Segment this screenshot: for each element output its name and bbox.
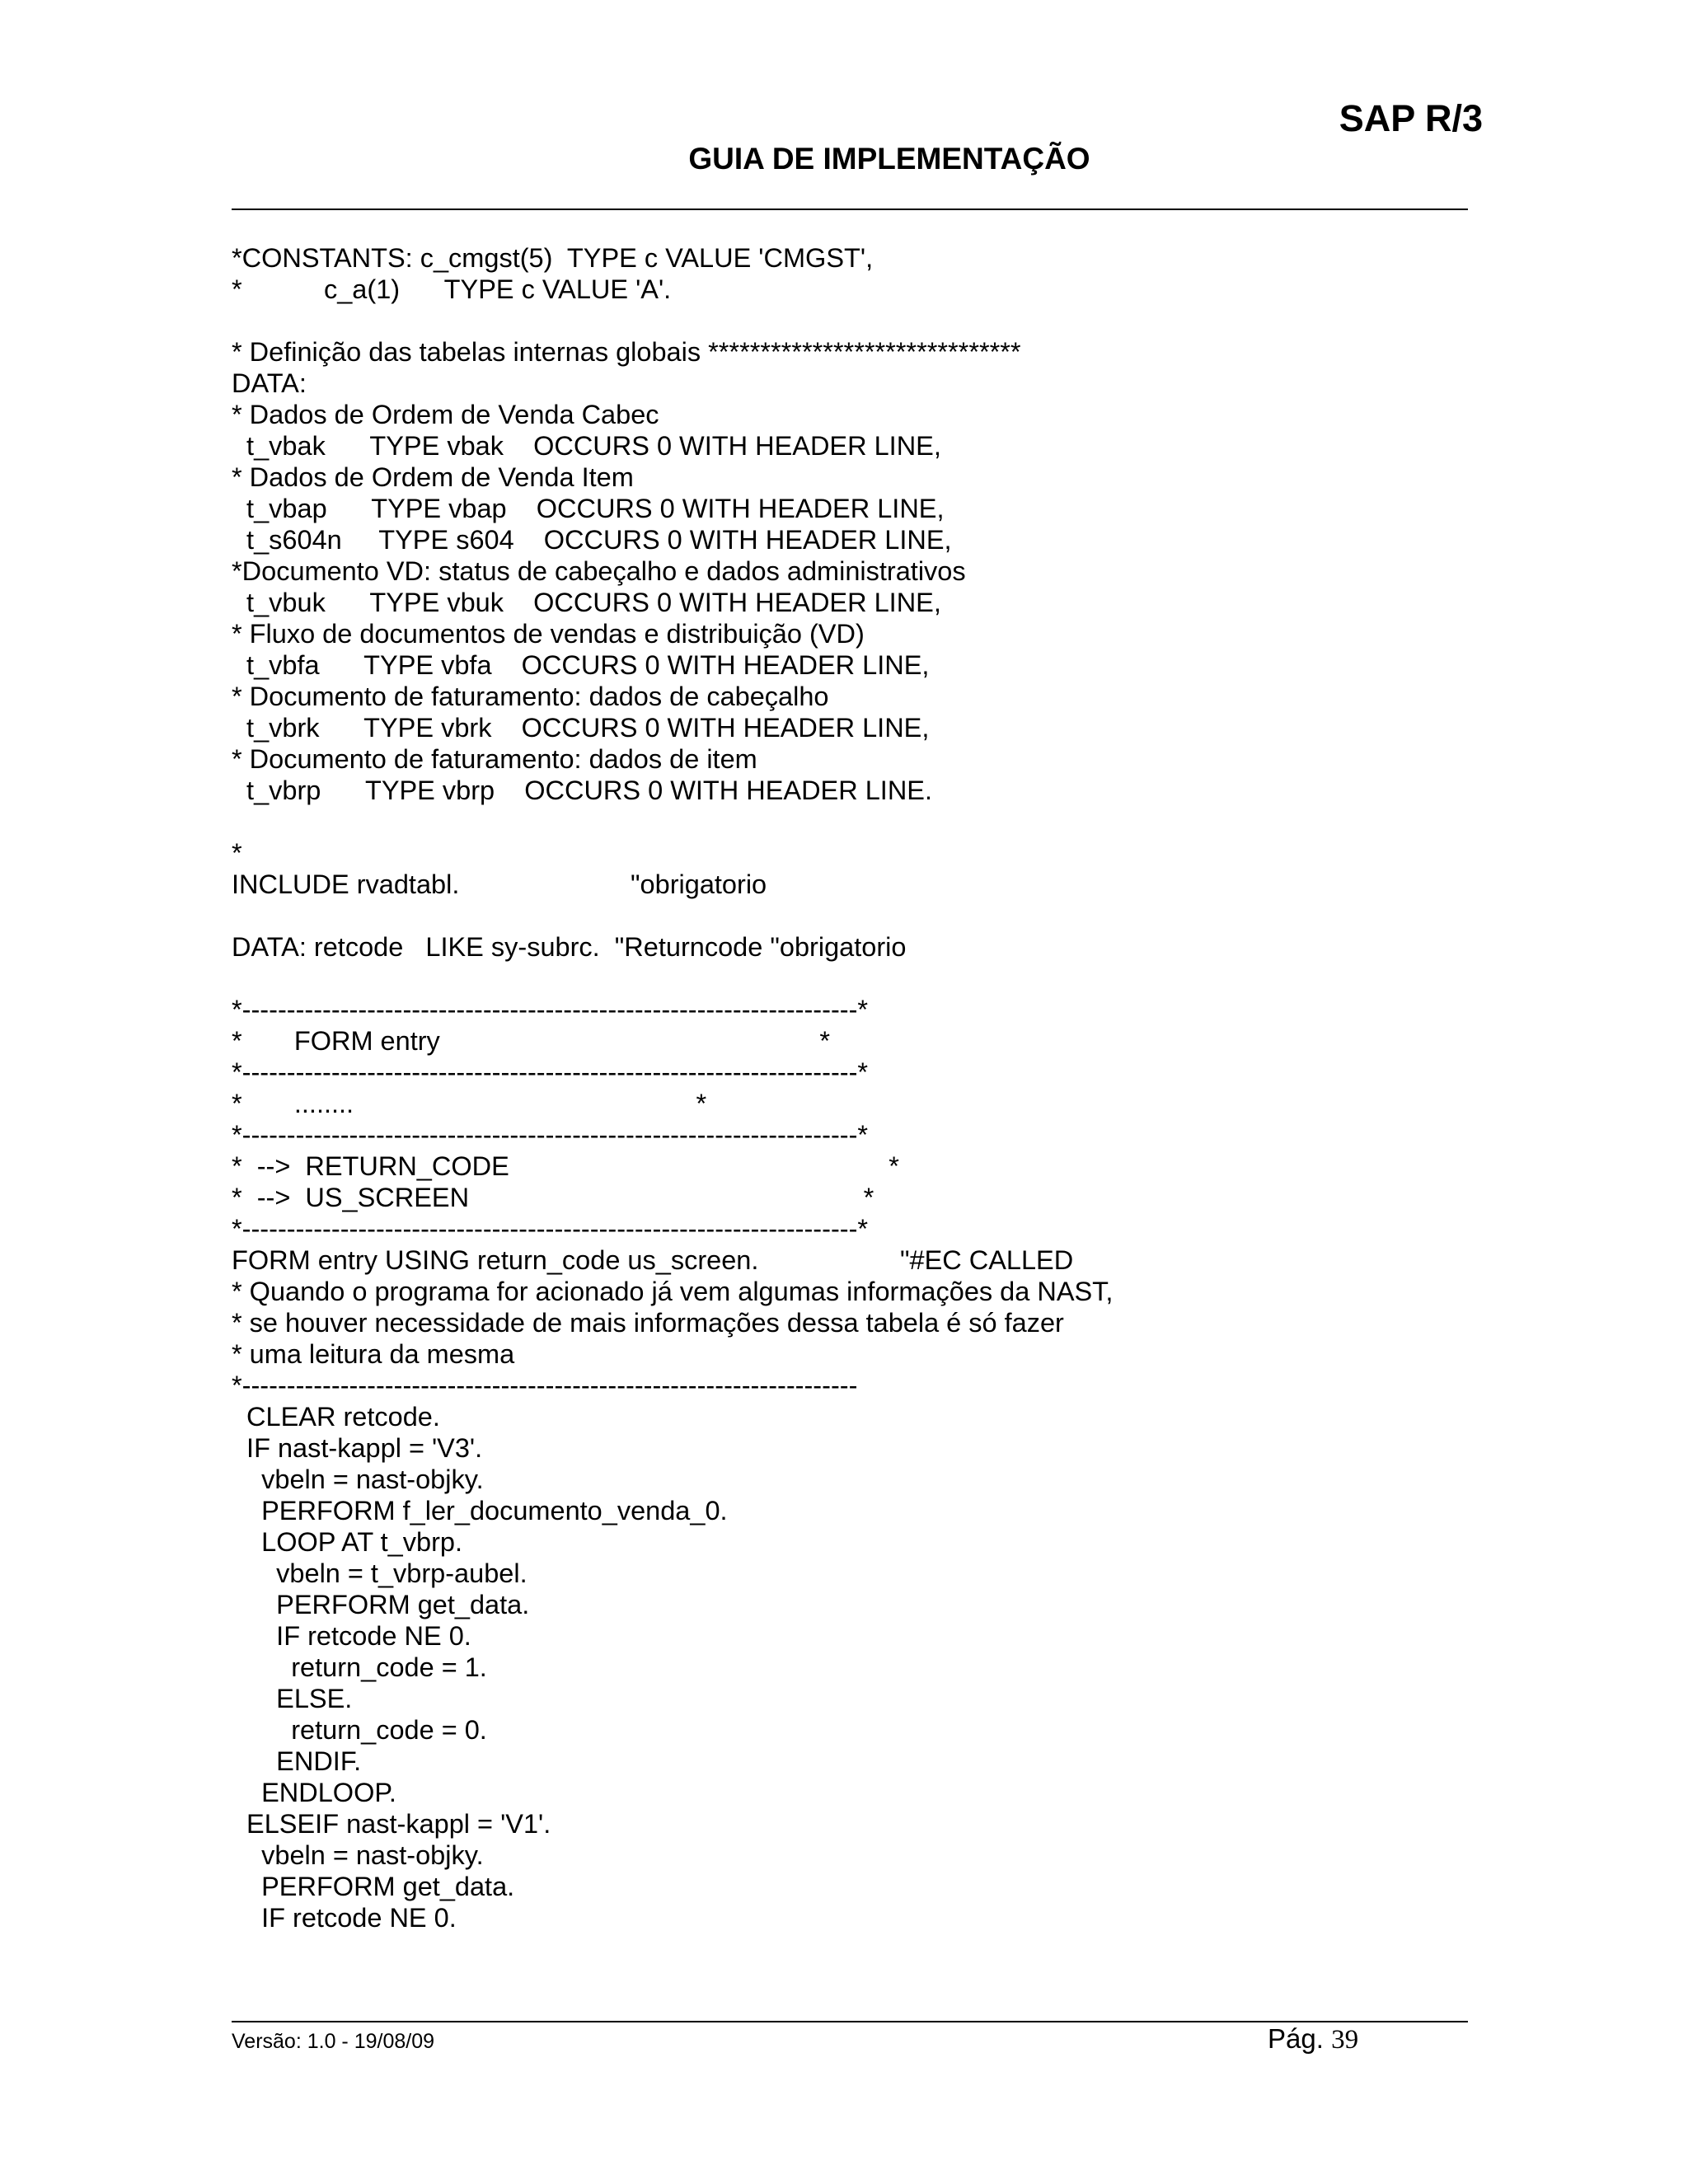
code-line: return_code = 1. xyxy=(232,1652,487,1682)
code-line: t_vbap TYPE vbap OCCURS 0 WITH HEADER LINE, xyxy=(232,494,945,523)
code-line: *CONSTANTS: c_cmgst(5) TYPE c VALUE 'CMGST', xyxy=(232,243,874,273)
code-line: t_vbak TYPE vbak OCCURS 0 WITH HEADER LINE, xyxy=(232,431,941,461)
code-line: IF nast-kappl = 'V3'. xyxy=(232,1433,483,1463)
page-label: Pág. xyxy=(1268,2023,1324,2054)
code-listing xyxy=(232,242,1468,1933)
code-line: t_s604n TYPE s604 OCCURS 0 WITH HEADER LINE, xyxy=(232,525,952,555)
code-line: LOOP AT t_vbrp. xyxy=(232,1527,462,1557)
code-line: ELSE. xyxy=(232,1684,353,1713)
code-line: *---------------------------------------------------------------------* xyxy=(232,995,869,1024)
code-line: vbeln = t_vbrp-aubel. xyxy=(232,1558,528,1588)
document-title: GUIA DE IMPLEMENTAÇÃO xyxy=(688,142,1090,176)
code-line: * Quando o programa for acionado já vem algumas informações da NAST, xyxy=(232,1277,1114,1306)
code-line: t_vbrk TYPE vbrk OCCURS 0 WITH HEADER LINE, xyxy=(232,713,930,743)
code-line: PERFORM get_data. xyxy=(232,1872,515,1901)
code-line: * --> US_SCREEN * xyxy=(232,1183,874,1212)
code-line: ELSEIF nast-kappl = 'V1'. xyxy=(232,1809,551,1839)
code-line: PERFORM get_data. xyxy=(232,1590,530,1619)
code-line: PERFORM f_ler_documento_venda_0. xyxy=(232,1496,728,1526)
code-line: * ........ * xyxy=(232,1089,707,1118)
code-line: * FORM entry * xyxy=(232,1026,830,1056)
footer-version: Versão: 1.0 - 19/08/09 xyxy=(232,2030,435,2053)
code-line: *---------------------------------------------------------------------* xyxy=(232,1120,869,1150)
code-line: * Documento de faturamento: dados de cabeçalho xyxy=(232,682,829,711)
code-line: *---------------------------------------------------------------------* xyxy=(232,1214,869,1244)
code-line xyxy=(232,900,1468,931)
code-line: t_vbrp TYPE vbrp OCCURS 0 WITH HEADER LINE. xyxy=(232,776,933,805)
code-line: IF retcode NE 0. xyxy=(232,1903,457,1933)
code-line: * Documento de faturamento: dados de item xyxy=(232,744,757,774)
code-line: ENDLOOP. xyxy=(232,1778,396,1807)
code-line: *Documento VD: status de cabeçalho e dados administrativos xyxy=(232,556,966,586)
code-line: * Dados de Ordem de Venda Item xyxy=(232,462,634,492)
code-line: vbeln = nast-objky. xyxy=(232,1840,484,1870)
code-line: * Definição das tabelas internas globais ****************************** xyxy=(232,337,1021,367)
code-line: * xyxy=(232,838,242,868)
code-line: ENDIF. xyxy=(232,1746,362,1776)
code-line: * uma leitura da mesma xyxy=(232,1339,515,1369)
code-line: *---------------------------------------------------------------------* xyxy=(232,1057,869,1087)
code-line: *--------------------------------------------------------------------- xyxy=(232,1371,858,1400)
code-line: IF retcode NE 0. xyxy=(232,1621,471,1651)
footer-page xyxy=(1268,2023,1358,2055)
code-line: * c_a(1) TYPE c VALUE 'A'. xyxy=(232,274,672,304)
code-line: DATA: xyxy=(232,368,307,398)
code-line: * Fluxo de documentos de vendas e distribuição (VD) xyxy=(232,619,865,649)
code-line: return_code = 0. xyxy=(232,1715,487,1745)
code-line: DATA: retcode LIKE sy-subrc. "Returncode "obrigatorio xyxy=(232,932,907,962)
footer-rule xyxy=(232,2021,1468,2022)
code-line: t_vbuk TYPE vbuk OCCURS 0 WITH HEADER LINE, xyxy=(232,588,941,617)
code-line xyxy=(232,806,1468,837)
code-line xyxy=(232,963,1468,994)
brand-label: SAP R/3 xyxy=(1339,97,1483,139)
code-line: * Dados de Ordem de Venda Cabec xyxy=(232,400,659,429)
code-line: FORM entry USING return_code us_screen. "#EC CALLED xyxy=(232,1245,1074,1275)
code-line: CLEAR retcode. xyxy=(232,1402,440,1432)
code-line: vbeln = nast-objky. xyxy=(232,1465,484,1494)
header-rule xyxy=(232,209,1468,210)
code-line: * se houver necessidade de mais informações dessa tabela é só fazer xyxy=(232,1308,1064,1338)
page-number: 39 xyxy=(1331,2025,1359,2055)
code-line: t_vbfa TYPE vbfa OCCURS 0 WITH HEADER LINE, xyxy=(232,650,930,680)
code-line: INCLUDE rvadtabl. "obrigatorio xyxy=(232,869,767,899)
code-line: * --> RETURN_CODE * xyxy=(232,1151,899,1181)
code-line xyxy=(232,305,1468,336)
